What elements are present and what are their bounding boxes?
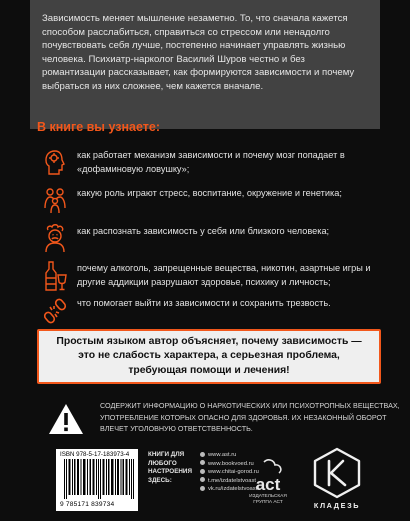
bullet-text: что помогает выйти из зависимости и сохранить трезвость. xyxy=(77,298,331,308)
bottle-glass-icon xyxy=(43,261,67,291)
link-item[interactable]: www.chitai-gorod.ru xyxy=(200,468,259,477)
warning-text: СОДЕРЖИТ ИНФОРМАЦИЮ О НАРКОТИЧЕСКИХ ИЛИ ПСИХОТРОПНЫХ ВЕЩЕСТВАХ, УПОТРЕБЛЕНИЕ КОТОРЫХ ОПАСНО ДЛЯ ЗДОРОВЬЯ. ИХ НЕЗАКОННЫЙ ОБОРОТ ВЛЕЧЕТ УГОЛОВНУЮ ОТВЕТСТВЕННОСТЬ. xyxy=(100,401,400,433)
bullet-text: как распознать зависимость у себя или близкого человека; xyxy=(77,226,330,236)
callout-text xyxy=(56,335,361,378)
svg-text:act: act xyxy=(255,475,281,494)
isbn-label: ISBN 978-5-17-183973-4 xyxy=(60,451,130,458)
globe-icon xyxy=(200,469,205,474)
sad-person-icon xyxy=(43,224,67,254)
barcode-digits: 9 785171 839734 xyxy=(60,501,115,508)
bullet-text: почему алкоголь, запрещенные вещества, никотин, азартные игры и другие аддикции разрушают здоровье, психику и личность; xyxy=(77,263,371,287)
telegram-icon xyxy=(200,477,205,482)
brain-head-icon xyxy=(43,148,67,178)
vk-icon xyxy=(200,486,205,491)
section-title: В книге вы узнаете: xyxy=(37,120,160,134)
links-title: КНИГИ ДЛЯ ЛЮБОГО НАСТРОЕНИЯ ЗДЕСЬ: xyxy=(148,451,192,484)
bullet-text: как работает механизм зависимости и почему мозг попадает в «дофаминовую ловушку»; xyxy=(77,150,345,174)
callout-box xyxy=(37,329,381,384)
family-icon xyxy=(43,186,67,216)
globe-icon xyxy=(200,452,205,457)
link-item[interactable]: www.ast.ru xyxy=(200,451,259,460)
publisher-name: ИЗДАТЕЛЬСКАЯ ГРУППА АСТ xyxy=(249,494,287,505)
warning-triangle-icon xyxy=(48,403,84,435)
warning-block xyxy=(38,400,400,438)
callout-line: это не слабость характера, а серьезная проблема, xyxy=(78,350,340,362)
callout-line: Простым языком автор объясняет, почему зависимость — xyxy=(56,336,362,348)
bullet-text: какую роль играют стресс, воспитание, окружение и генетика; xyxy=(77,188,342,198)
barcode-bars xyxy=(64,459,134,499)
kladez-logo-icon xyxy=(312,447,362,499)
intro-text: Зависимость меняет мышление незаметно. То, что сначала кажется способом расслабиться, справиться со стрессом или ненадолго почувствовать себя лучше, постепенно начинает управлять жизнью человека. Психиатр-нарколог Василий Шуров честно и без романтизации рассказывает, как формируются зависимости и почему выбраться из них сложнее, чем кажется вначале. xyxy=(42,13,355,92)
globe-icon xyxy=(200,460,205,465)
broken-chain-icon xyxy=(43,296,67,326)
barcode xyxy=(56,449,138,511)
imprint-name: КЛАДЕЗЬ xyxy=(313,501,361,510)
link-item[interactable]: t.me/izdatelstvoast xyxy=(200,477,259,486)
link-item[interactable]: vk.ru/izdatelstvoast xyxy=(200,485,259,494)
intro-box xyxy=(30,0,380,129)
link-item[interactable]: www.bookvoed.ru xyxy=(200,460,259,469)
callout-line: требующая помощи и лечения! xyxy=(128,364,290,376)
